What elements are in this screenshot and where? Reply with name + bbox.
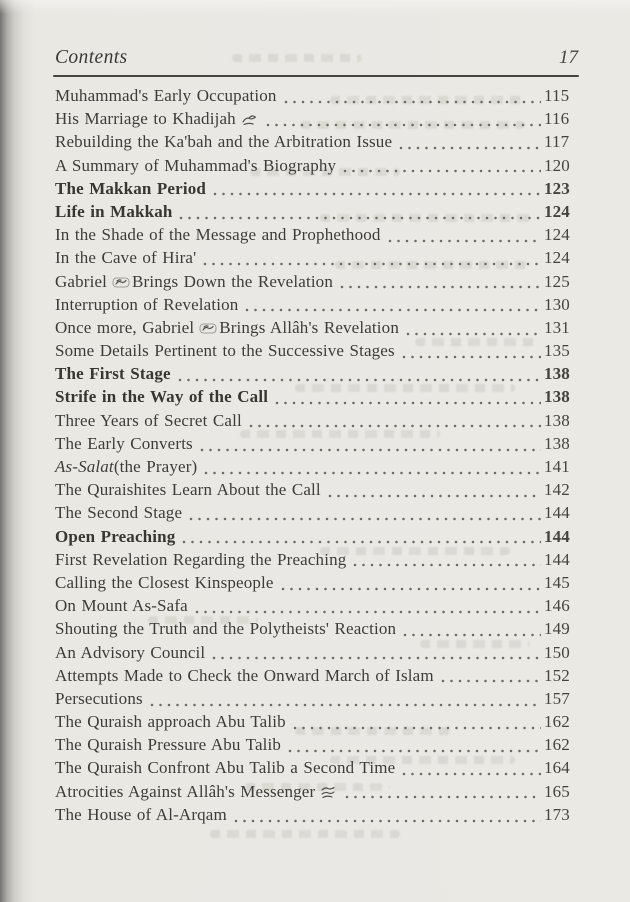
toc-entry-page: 130 — [544, 294, 570, 314]
toc-entry-page: 173 — [544, 804, 570, 824]
toc-entry-title: The Quraish Confront Abu Talib a Second Time — [55, 758, 396, 778]
toc-entry-title: Strife in the Way of the Call — [55, 387, 269, 407]
dot-leader — [279, 573, 541, 596]
toc-entry — [55, 364, 578, 387]
dot-leader — [439, 666, 541, 689]
toc-entry-title: Three Years of Secret Call — [55, 410, 242, 430]
toc-entry-page: 142 — [544, 480, 570, 500]
toc-entry-title: The Quraish approach Abu Talib — [55, 712, 286, 732]
toc-entry-title: Some Details Pertinent to the Successive Stages — [55, 341, 395, 361]
toc-entry — [55, 179, 578, 202]
toc-entry-title: Interruption of Revelation — [55, 294, 239, 314]
toc-entry — [55, 295, 578, 318]
toc-entry — [55, 503, 578, 526]
dot-leader — [286, 735, 541, 758]
toc-entry-title: First Revelation Regarding the Preaching — [55, 549, 347, 569]
dot-leader — [282, 86, 541, 109]
toc-entry — [55, 156, 578, 179]
dot-leader — [176, 364, 541, 387]
bleedthrough-smudge — [210, 830, 400, 838]
toc-entry — [55, 712, 578, 735]
toc-entry-page: 124 — [544, 248, 570, 268]
toc-entry-page: 120 — [544, 155, 570, 175]
toc-entry-title: Calling the Closest Kinspeople — [55, 572, 274, 592]
toc-entry — [55, 411, 578, 434]
toc-entry — [55, 225, 578, 248]
toc-entry-page: 123 — [544, 178, 570, 198]
toc-entry-page: 135 — [544, 341, 570, 361]
toc-entry-title: Open Preaching — [55, 526, 176, 546]
alayhis-salam-icon — [199, 322, 217, 335]
dot-leader — [386, 225, 541, 248]
toc-entry-page: 117 — [544, 132, 570, 152]
toc-entry — [55, 86, 578, 109]
toc-entry-page: 150 — [544, 642, 570, 662]
dot-leader — [291, 712, 541, 735]
toc-entry-title: In the Shade of the Message and Prophethood — [55, 225, 381, 245]
toc-entry-page: 138 — [544, 410, 570, 430]
toc-entry-page: 124 — [544, 201, 570, 221]
toc-entry-title: Once more, Gabriel Brings Allâh's Revelation — [55, 317, 399, 337]
dot-leader — [338, 272, 541, 295]
toc-entry — [55, 619, 578, 642]
toc-entry-title: Rebuilding the Ka'bah and the Arbitration Issue — [55, 132, 393, 152]
toc-entry — [55, 457, 578, 480]
toc-entry-page: 141 — [544, 457, 570, 476]
dot-leader — [326, 480, 541, 503]
toc-entry-title: Atrocities Against Allâh's Messenger — [55, 782, 338, 802]
toc-entry — [55, 132, 578, 155]
toc-entry — [55, 550, 578, 573]
toc-entry-title: His Marriage to Khadijah — [55, 109, 259, 129]
toc-entry — [55, 434, 578, 457]
toc-entry-page: 138 — [544, 364, 570, 384]
radiallahu-anha-icon — [241, 114, 257, 126]
toc-entry-page: 145 — [544, 572, 570, 592]
folio-page-number: 17 — [559, 47, 578, 68]
dot-leader — [404, 318, 541, 341]
toc-entry-page: 124 — [544, 225, 570, 245]
toc-entry-page: 164 — [544, 758, 570, 778]
dot-leader — [401, 619, 541, 642]
toc-entry — [55, 341, 578, 364]
toc-entry — [55, 643, 578, 666]
toc-entry — [55, 782, 578, 805]
page-header — [55, 47, 578, 69]
toc-entry — [55, 573, 578, 596]
toc-entry — [55, 527, 578, 550]
dot-leader — [343, 782, 541, 805]
toc-entry-page: 116 — [544, 109, 570, 129]
toc-entry — [55, 318, 578, 341]
dot-leader — [273, 387, 541, 410]
toc-entry-title: The Quraish Pressure Abu Talib — [55, 735, 282, 755]
toc-entry-page: 149 — [544, 619, 570, 639]
dot-leader — [400, 341, 541, 364]
dot-leader — [180, 527, 541, 550]
header-rule — [53, 75, 579, 77]
toc-entry — [55, 387, 578, 410]
dot-leader — [193, 596, 541, 619]
dot-leader — [201, 248, 541, 271]
toc-entry — [55, 735, 578, 758]
toc-entry-title: On Mount As-Safa — [55, 596, 188, 616]
toc-entry-title: The Early Converts — [55, 433, 193, 453]
toc-entry — [55, 596, 578, 619]
toc-entry-page: 152 — [544, 665, 570, 685]
dot-leader — [397, 132, 541, 155]
toc-entry-page: 157 — [544, 688, 570, 708]
dot-leader — [341, 156, 541, 179]
toc-entry-title: In the Cave of Hira' — [55, 248, 197, 268]
toc-entry-title: The Second Stage — [55, 503, 183, 523]
toc-entry-page: 144 — [544, 549, 570, 569]
toc-entry — [55, 758, 578, 781]
toc-entry-page: 162 — [544, 712, 570, 732]
dot-leader — [177, 202, 541, 225]
dot-leader — [243, 295, 541, 318]
toc-entry-page: 144 — [544, 503, 570, 523]
toc-entry-page: 165 — [544, 781, 570, 801]
toc-entry-title: An Advisory Council — [55, 642, 206, 662]
toc-entry — [55, 109, 578, 132]
toc-entry-title: The Quraishites Learn About the Call — [55, 480, 321, 500]
toc-entry-title: Persecutions — [55, 688, 143, 708]
toc-entry-title: Gabriel Brings Down the Revelation — [55, 271, 333, 291]
toc-entry-title: The House of Al-Arqam — [55, 804, 227, 824]
toc-entry-page: 138 — [544, 433, 570, 453]
toc-list — [55, 86, 578, 828]
toc-entry-page: 162 — [544, 735, 570, 755]
toc-entry — [55, 202, 578, 225]
toc-entry-title: Attempts Made to Check the Onward March of Islam — [55, 665, 434, 685]
toc-entry-title: The Makkan Period — [55, 178, 206, 198]
toc-entry-page: 125 — [544, 271, 570, 291]
toc-entry-title: The First Stage — [55, 364, 171, 384]
toc-entry-title: As-Salat (the Prayer) — [55, 457, 198, 476]
toc-entry — [55, 272, 578, 295]
dot-leader — [247, 411, 541, 434]
dot-leader — [187, 503, 541, 526]
toc-entry — [55, 805, 578, 828]
toc-entry — [55, 689, 578, 712]
toc-entry-page: 144 — [544, 526, 570, 546]
toc-entry — [55, 248, 578, 271]
toc-entry-title: A Summary of Muhammad's Biography — [55, 155, 337, 175]
dot-leader — [211, 179, 541, 202]
contents-heading: Contents — [55, 47, 128, 68]
toc-entry — [55, 480, 578, 503]
toc-entry-page: 131 — [544, 317, 570, 337]
dot-leader — [202, 457, 541, 480]
dot-leader — [210, 643, 541, 666]
dot-leader — [198, 434, 541, 457]
toc-entry-title: Shouting the Truth and the Polytheists' Reaction — [55, 619, 397, 639]
toc-entry — [55, 666, 578, 689]
sallallahu-alayhi-wasallam-icon — [320, 786, 336, 800]
toc-entry-title: Muhammad's Early Occupation — [55, 86, 277, 105]
dot-leader — [264, 109, 541, 132]
toc-entry-page: 146 — [544, 596, 570, 616]
dot-leader — [400, 758, 541, 781]
dot-leader — [351, 550, 541, 573]
dot-leader — [232, 805, 541, 828]
toc-entry-title: Life in Makkah — [55, 201, 173, 221]
toc-entry-page: 115 — [544, 86, 570, 105]
dot-leader — [148, 689, 541, 712]
alayhis-salam-icon — [112, 276, 130, 289]
toc-entry-page: 138 — [544, 387, 570, 407]
